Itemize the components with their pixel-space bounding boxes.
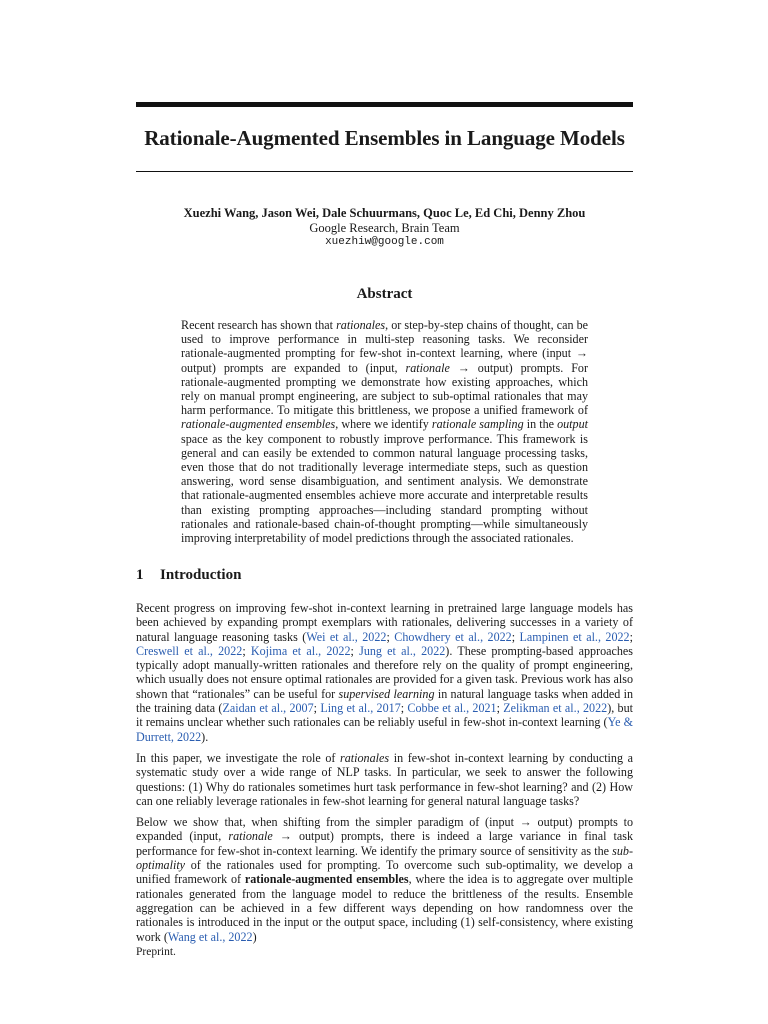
text-run: , where we identify — [335, 417, 432, 432]
citation-link[interactable]: Zelikman et al., 2022 — [503, 701, 608, 716]
abstract-body — [181, 318, 588, 545]
text-run: ; — [242, 643, 251, 658]
text-run: ). — [201, 729, 209, 744]
citation-link[interactable]: Cobbe et al., 2021 — [407, 701, 497, 716]
intro-paragraph-3 — [136, 815, 633, 944]
text-run: ; — [629, 629, 633, 644]
citation-link[interactable]: Ye & Durrett, 2022 — [136, 715, 634, 744]
section-title: Introduction — [160, 567, 242, 583]
section-number: 1 — [136, 567, 144, 583]
emphasis-text: rationales — [336, 318, 386, 332]
text-run: in few-shot in-context learning by conducting a systematic study over a wide range of NLP tasks. In particular, we seek to answer the following questions: (1) Why do rationales sometimes hurt task performance in few-shot learning? and (2) How can one reliably leverage rationales in few-shot learning for general natural language tasks? — [136, 750, 633, 808]
abstract-heading: Abstract — [356, 286, 413, 302]
text-run: in the — [523, 417, 558, 432]
introduction-body — [136, 601, 633, 951]
text-run: ; — [511, 629, 520, 644]
emphasis-text: rationale sampling — [431, 417, 524, 432]
citation-link[interactable]: Chowdhery et al., 2022 — [394, 629, 512, 644]
emphasis-text: rationale — [405, 360, 450, 375]
text-run: → output) prompts, there is indeed a large variance in final task performance for few-shot in-context learning. We identify the primary source of sensitivity as the — [136, 829, 633, 858]
bold-text: rationale-augmented ensembles — [244, 872, 409, 887]
intro-paragraph-2 — [136, 751, 633, 808]
citation-link[interactable]: Zaidan et al., 2007 — [222, 701, 314, 716]
emphasis-text: rationale-augmented ensembles — [181, 417, 336, 432]
citation-link[interactable]: Jung et al., 2022 — [359, 643, 446, 658]
text-run: ; — [350, 643, 360, 658]
citation-link[interactable]: Lampinen et al., 2022 — [519, 629, 630, 644]
emphasis-text: sub-optimality — [136, 843, 633, 873]
text-run: , where the idea is to aggregate over multiple rationales generated from the language model to reduce the brittleness of the results. Ensemble aggregation can be achieved in a few different ways depending on how randomness over the rationales is introduced in the input or the output space, including (1) self-consistency, where existing work ( — [136, 872, 633, 944]
text-run: in natural language tasks when added in the training data ( — [136, 686, 634, 716]
text-run: space as the key component to robustly improve performance. This framework is general and can easily be extended to common natural language processing tasks, even those that do not traditionally leverage intermediate steps, such as question answering, word sense disambiguation, and sentiment analysis. We demonstrate that rationale-augmented ensembles achieve more accurate and interpretable results than existing prompting approaches—including standard prompting without rationales and rationale-based chain-of-thought prompting—while simultaneously improving interpretability of model predictions through the associated rationales. — [181, 431, 588, 546]
emphasis-text: rationale — [228, 829, 273, 844]
citation-link[interactable]: Creswell et al., 2022 — [136, 643, 243, 658]
text-run: ; — [313, 701, 321, 716]
text-run: of the rationales used for prompting. To overcome such sub-optimality, we develop a unified framework of — [136, 858, 633, 887]
title-bottom-rule — [136, 171, 633, 172]
citation-link[interactable]: Kojima et al., 2022 — [250, 643, 351, 658]
text-run: ), but it remains unclear whether such rationales can be reliably useful in few-shot in-context learning ( — [136, 701, 634, 730]
citation-link[interactable]: Wei et al., 2022 — [306, 629, 387, 644]
text-run: ; — [386, 629, 395, 644]
author-email: xuezhiw@google.com — [325, 236, 444, 248]
text-run: , or step-by-step chains of thought, can be used to improve performance in multi-step reasoning tasks. We reconsider rationale-augmented prompting for few-shot in-context learning, where (input → output) prompts are expanded to (input, — [181, 318, 588, 375]
text-run: ) — [252, 929, 257, 944]
text-run: ; — [400, 701, 408, 716]
author-list: Xuezhi Wang, Jason Wei, Dale Schuurmans, Quoc Le, Ed Chi, Denny Zhou — [183, 206, 586, 220]
text-run: → output) prompts. For rationale-augmented prompting we demonstrate how existing approaches, which rely on manual prompt engineering, are subject to sub-optimal rationales that may harm performance. To mitigate this brittleness, we propose a unified framework of — [181, 360, 588, 418]
preprint-footer: Preprint. — [136, 946, 176, 958]
paper-page — [136, 0, 633, 1024]
text-run: Below we show that, when shifting from the simpler paradigm of (input → output) prompts to expanded (input, — [136, 815, 633, 844]
emphasis-text: rationales — [340, 750, 390, 765]
intro-paragraph-1 — [136, 601, 633, 744]
citation-link[interactable]: Wang et al., 2022 — [167, 929, 253, 944]
citation-link[interactable]: Ling et al., 2017 — [320, 701, 401, 716]
title-top-rule — [136, 102, 633, 107]
text-run: In this paper, we investigate the role of — [136, 750, 341, 765]
emphasis-text: output — [557, 417, 588, 432]
text-run: Recent research has shown that — [181, 318, 337, 332]
affiliation: Google Research, Brain Team — [309, 221, 460, 235]
text-run: ). These prompting-based approaches typically adopt manually-written rationales and therefore rely on the quality of prompt engineering, which usually does not ensure optimal rationales are provided for a given task. Previous work has also shown that “rationales” can be useful for — [136, 643, 633, 701]
section-heading — [136, 567, 241, 584]
paper-title: Rationale-Augmented Ensembles in Language Models — [144, 126, 625, 150]
text-run: ; — [496, 701, 504, 716]
emphasis-text: supervised learning — [338, 686, 435, 701]
text-run: Recent progress on improving few-shot in-context learning in pretrained large language models has been achieved by expanding prompt exemplars with rationales, delivering successes in a variety of natural language reasoning tasks ( — [136, 601, 633, 644]
